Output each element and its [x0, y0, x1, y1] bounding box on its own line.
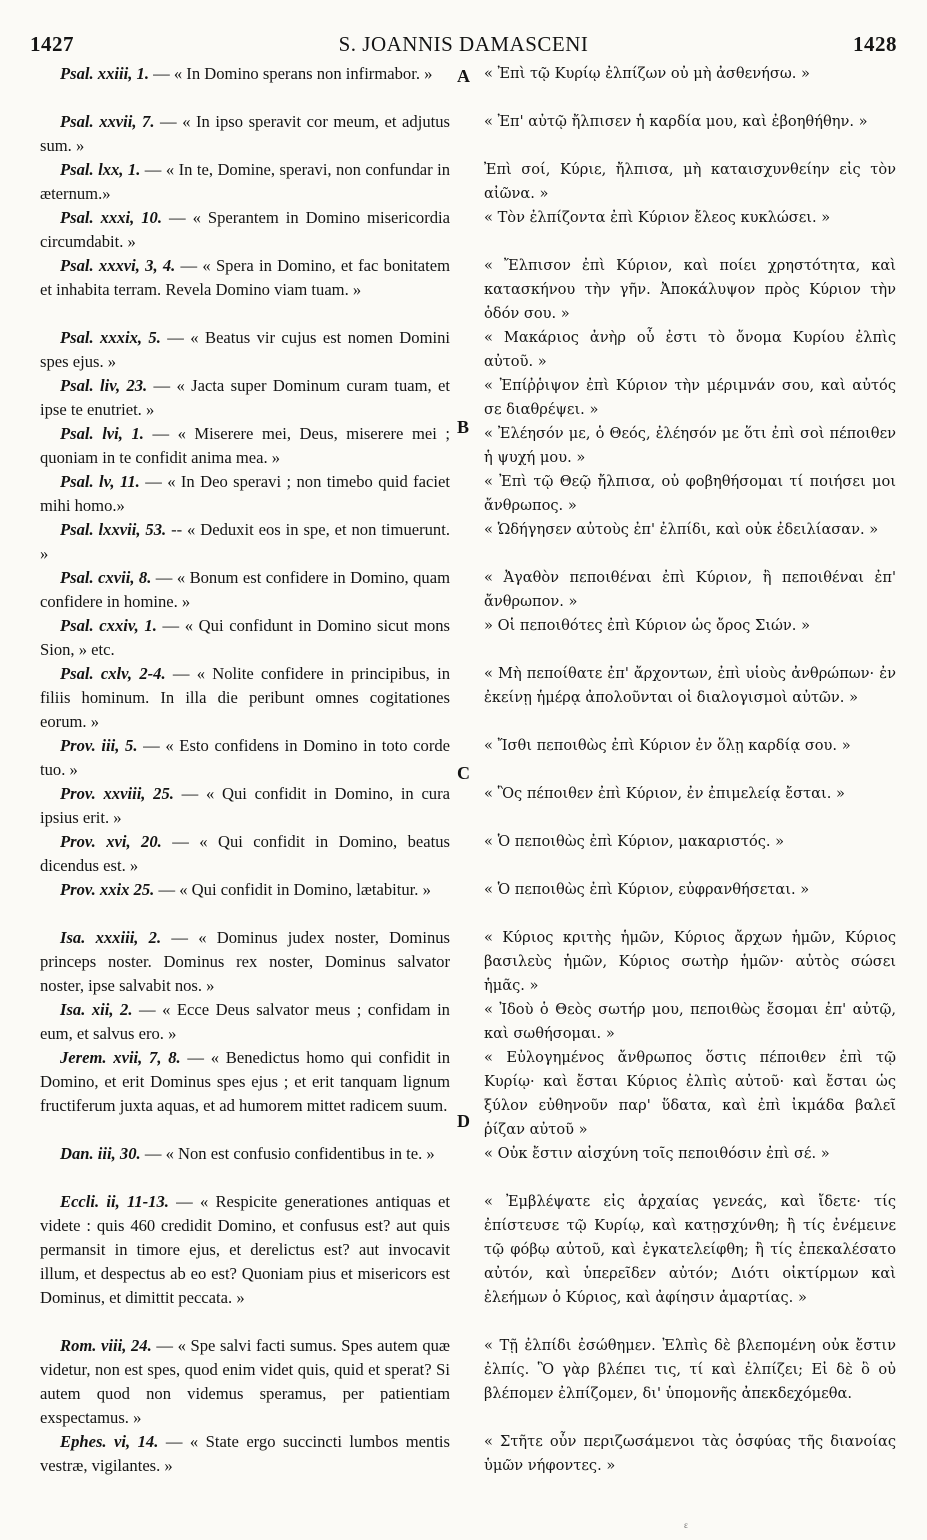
footer-mark: ε [684, 1520, 688, 1530]
latin-column [40, 62, 450, 1478]
latin-verse [40, 734, 450, 782]
verse-text: — « Spera in Domino, et fac bonitatem et inhabita terram. Revela Domino viam tuam. » [40, 256, 451, 299]
verse-text: — « Qui confidit in Domino, in cura ipsius erit. » [40, 784, 450, 827]
greek-verse: « Στῆτε οὖν περιζωσάμενοι τὰς ὀσφύας τῆς διανοίας ὑμῶν νήφοντες. » [484, 1433, 896, 1474]
verse-text: — « In Deo speravi ; non timebo quid faciet mihi homo.» [40, 472, 451, 515]
verse-text: — « Bonum est confidere in Domino, quam confidere in homine. » [40, 568, 451, 611]
latin-verse [40, 110, 450, 158]
latin-verse [40, 326, 450, 374]
greek-verse: « Τὸν ἐλπίζοντα ἐπὶ Κύριον ἔλεος κυκλώσει. » [484, 209, 831, 226]
verse-text: — « In Domino sperans non infirmabor. » [148, 64, 433, 83]
column-marker-c: C [457, 763, 470, 783]
latin-verse [40, 158, 450, 206]
verse-text: — « State ergo succincti lumbos mentis vestræ, vigilantes. » [40, 1432, 450, 1475]
verse-ref: Psal. xxiii, 1. [60, 64, 149, 83]
greek-verse: Ἐπὶ σοί, Κύριε, ἤλπισα, μὴ καταισχυνθείην εἰς τὸν αἰῶνα. » [484, 161, 896, 202]
greek-verse: « Ἀγαθὸν πεποιθέναι ἐπὶ Κύριον, ἢ πεποιθέναι ἐπ' ἄνθρωπον. » [484, 569, 896, 610]
verse-ref: Psal. liv, 23. [60, 376, 148, 395]
greek-verse: « Ὁ πεποιθὼς ἐπὶ Κύριον, μακαριστός. » [484, 833, 785, 850]
column-marker-b: B [457, 417, 470, 437]
verse-text: — « Miserere mei, Deus, miserere mei ; quoniam in te confidit anima mea. » [40, 424, 450, 467]
latin-verse [40, 1334, 450, 1430]
verse-text: — « Spe salvi facti sumus. Spes autem quæ videtur, non est spes, quod enim videt quis, quid et sperat? Si autem quod non videmus speramus, per patientiam exspectamus. » [40, 1336, 450, 1427]
latin-verse [40, 422, 450, 470]
verse-ref: Psal. cxxiv, 1. [60, 616, 157, 635]
verse-ref: Isa. xxxiii, 2. [60, 928, 162, 947]
latin-verse [40, 926, 450, 998]
greek-verse: « Ὡδήγησεν αὐτοὺς ἐπ' ἐλπίδι, καὶ οὐκ ἐδειλίασαν. » [484, 521, 879, 538]
verse-ref: Psal. lxxvii, 53. [60, 520, 167, 539]
verse-ref: Prov. xxviii, 25. [60, 784, 174, 803]
verse-text: — « In te, Domine, speravi, non confundar in æternum.» [40, 160, 450, 203]
verse-text: — « Esto confidens in Domino in toto corde tuo. » [40, 736, 451, 779]
latin-verse [40, 782, 450, 830]
verse-text: — « Respicite generationes antiquas et videte : quis 460 credidit Domino, et confusus est? aut quis permansit in timore ejus, et derelictus est? aut invocavit illum, et despectus ab eo est? Quoniam pius et misericors est Dominus, et dimittit peccata. » [40, 1192, 450, 1307]
verse-text: -- « Deduxit eos in spe, et non timuerunt. » [40, 520, 450, 563]
latin-verse [40, 1142, 450, 1190]
verse-text: — « Benedictus homo qui confidit in Domino, et erit Dominus spes ejus ; et erit tanquam lignum fructiferum juxta aquas, et ad humorem mittet radicem suum. [40, 1048, 450, 1115]
greek-verse: « Κύριος κριτὴς ἡμῶν, Κύριος ἄρχων ἡμῶν, Κύριος βασιλεὺς ἡμῶν, Κύριος σωτὴρ ἡμῶν· αὐτὸς σώσει ἡμᾶς. » [484, 929, 896, 994]
verse-text: — « Nolite confidere in principibus, in filiis hominum. In illa die peribunt omnes cogitationes eorum. » [40, 664, 450, 731]
verse-ref: Psal. cxvii, 8. [60, 568, 152, 587]
verse-ref: Isa. xii, 2. [60, 1000, 133, 1019]
column-marker-d: D [457, 1111, 470, 1131]
greek-verse: « Ἐπίῤῥιψον ἐπὶ Κύριον τὴν μέριμνάν σου, καὶ αὐτός σε διαθρέψει. » [484, 377, 896, 418]
verse-ref: Psal. xxvii, 7. [60, 112, 155, 131]
verse-text: — « Qui confidunt in Domino sicut mons Sion, » etc. [40, 616, 450, 659]
verse-text: — « Dominus judex noster, Dominus princeps noster. Dominus rex noster, Dominus salvator noster, ipse salvabit nos. » [40, 928, 450, 995]
greek-verse: « Τῇ ἐλπίδι ἐσώθημεν. Ἐλπὶς δὲ βλεπομένη οὐκ ἔστιν ἐλπίς. Ὃ γὰρ βλέπει τις, τί καὶ ἐλπίζει; Εἰ δὲ ὃ οὐ βλέπομεν ἐλπίζομεν, δι' ὑπομονῆς ἀπεκδεχόμεθα. [484, 1337, 896, 1402]
latin-verse [40, 254, 450, 326]
latin-verse [40, 374, 450, 422]
greek-verse: « Μὴ πεποίθατε ἐπ' ἄρχοντων, ἐπὶ υἱοὺς ἀνθρώπων· ἐν ἐκείνῃ ἡμέρᾳ ἀπολοῦνται οἱ διαλογισμοὶ αὐτῶν. » [484, 665, 896, 706]
verse-ref: Ephes. vi, 14. [60, 1432, 159, 1451]
greek-verse: « Μακάριος ἀνὴρ οὗ ἐστι τὸ ὄνομα Κυρίου ἐλπὶς αὐτοῦ. » [484, 329, 896, 370]
verse-ref: Dan. iii, 30. [60, 1144, 141, 1163]
greek-verse: « Ἐπ' αὐτῷ ἤλπισεν ἡ καρδία μου, καὶ ἐβοηθήθην. » [484, 113, 868, 130]
latin-verse [40, 566, 450, 614]
verse-text: — « Qui confidit in Domino, lætabitur. » [154, 880, 431, 899]
latin-verse [40, 470, 450, 518]
greek-verse: « Ἐπὶ τῷ Κυρίῳ ἐλπίζων οὐ μὴ ἀσθενήσω. » [484, 65, 810, 82]
latin-verse [40, 1190, 450, 1334]
greek-verse: « Ἐλέησόν με, ὁ Θεός, ἐλέησόν με ὅτι ἐπὶ σοὶ πέποιθεν ἡ ψυχή μου. » [484, 425, 896, 466]
latin-verse [40, 830, 450, 878]
page-number-left: 1427 [30, 32, 74, 56]
latin-verse [40, 518, 450, 566]
verse-ref: Eccli. ii, 11-13. [60, 1192, 169, 1211]
verse-text: — « Sperantem in Domino misericordia circumdabit. » [40, 208, 450, 251]
verse-ref: Psal. lvi, 1. [60, 424, 144, 443]
verse-ref: Prov. iii, 5. [60, 736, 138, 755]
verse-ref: Rom. viii, 24. [60, 1336, 152, 1355]
latin-verse [40, 614, 450, 662]
verse-text: — « Jacta super Dominum curam tuam, et ipse te enutriet. » [40, 376, 450, 419]
greek-verse: « Οὐκ ἔστιν αἰσχύνη τοῖς πεποιθόσιν ἐπὶ σέ. » [484, 1145, 830, 1162]
verse-ref: Prov. xvi, 20. [60, 832, 162, 851]
greek-verse: « Ἴσθι πεποιθὼς ἐπὶ Κύριον ἐν ὅλῃ καρδίᾳ σου. » [484, 737, 851, 754]
latin-verse [40, 206, 450, 254]
latin-verse [40, 1046, 450, 1142]
latin-verse [40, 998, 450, 1046]
verse-ref: Psal. cxlv, 2-4. [60, 664, 166, 683]
greek-verse: « Ὃς πέποιθεν ἐπὶ Κύριον, ἐν ἐπιμελείᾳ ἔσται. » [484, 785, 845, 802]
verse-ref: Psal. xxxix, 5. [60, 328, 161, 347]
greek-verse: « Ὁ πεποιθὼς ἐπὶ Κύριον, εὐφρανθήσεται. » [484, 881, 810, 898]
latin-verse [40, 1430, 450, 1478]
latin-verse [40, 878, 450, 926]
latin-verse [40, 62, 450, 110]
verse-ref: Psal. xxxvi, 3, 4. [60, 256, 176, 275]
greek-verse: « Ἰδοὺ ὁ Θεὸς σωτήρ μου, πεποιθὼς ἔσομαι ἐπ' αὐτῷ, καὶ σωθήσομαι. » [484, 1001, 896, 1042]
verse-text: — « Beatus vir cujus est nomen Domini spes ejus. » [40, 328, 450, 371]
verse-text: — « Non est confusio confidentibus in te. » [140, 1144, 435, 1163]
latin-verse [40, 662, 450, 734]
greek-verse: » Οἱ πεποιθότες ἐπὶ Κύριον ὡς ὄρος Σιών. » [484, 617, 811, 634]
greek-verse: « Ἐμβλέψατε εἰς ἀρχαίας γενεάς, καὶ ἴδετε· τίς ἐπίστευσε τῷ Κυρίῳ, καὶ κατῃσχύνθη; ἢ τίς ἐνέμεινε τῷ φόβῳ αὐτοῦ, καὶ ἐγκατελείφθη; ἢ τίς ἐπεκαλέσατο αὐτόν, καὶ ὑπερεῖδεν αὐτόν; Διότι οἰκτίρμων καὶ ἐλεήμων ὁ Κύριος, καὶ ἀφίησιν ἁμαρτίας. » [484, 1193, 896, 1306]
verse-ref: Jerem. xvii, 7, 8. [60, 1048, 181, 1067]
running-title: S. JOANNIS DAMASCENI [338, 32, 589, 56]
verse-text: — « Ecce Deus salvator meus ; confidam in eum, et salvus ero. » [40, 1000, 450, 1043]
page-number-right: 1428 [853, 32, 897, 56]
verse-text: — « Qui confidit in Domino, beatus dicendus est. » [40, 832, 450, 875]
verse-ref: Psal. lv, 11. [60, 472, 140, 491]
verse-ref: Psal. lxx, 1. [60, 160, 141, 179]
greek-verse: « Εὐλογημένος ἄνθρωπος ὅστις πέποιθεν ἐπὶ τῷ Κυρίῳ· καὶ ἔσται Κύριος ἐλπὶς αὐτοῦ· καὶ ἔσται ὡς ξύλον εὐθηνοῦν παρ' ὕδατα, καὶ ἐπὶ ἰκμάδα βαλεῖ ῥίζαν αὐτοῦ » [484, 1049, 896, 1138]
greek-verse: « Ἐπὶ τῷ Θεῷ ἤλπισα, οὐ φοβηθήσομαι τί ποιήσει μοι ἄνθρωπος. » [484, 473, 896, 514]
verse-ref: Prov. xxix 25. [60, 880, 155, 899]
greek-verse: « Ἔλπισον ἐπὶ Κύριον, καὶ ποίει χρηστότητα, καὶ κατασκήνου τὴν γῆν. Ἀποκάλυψον πρὸς Κύριον τὴν ὁδόν σου. » [484, 257, 896, 322]
greek-column [484, 62, 896, 1478]
page-header [30, 32, 897, 58]
verse-ref: Psal. xxxi, 10. [60, 208, 163, 227]
verse-text: — « In ipso speravit cor meum, et adjutus sum. » [40, 112, 450, 155]
column-marker-a: A [457, 66, 470, 86]
